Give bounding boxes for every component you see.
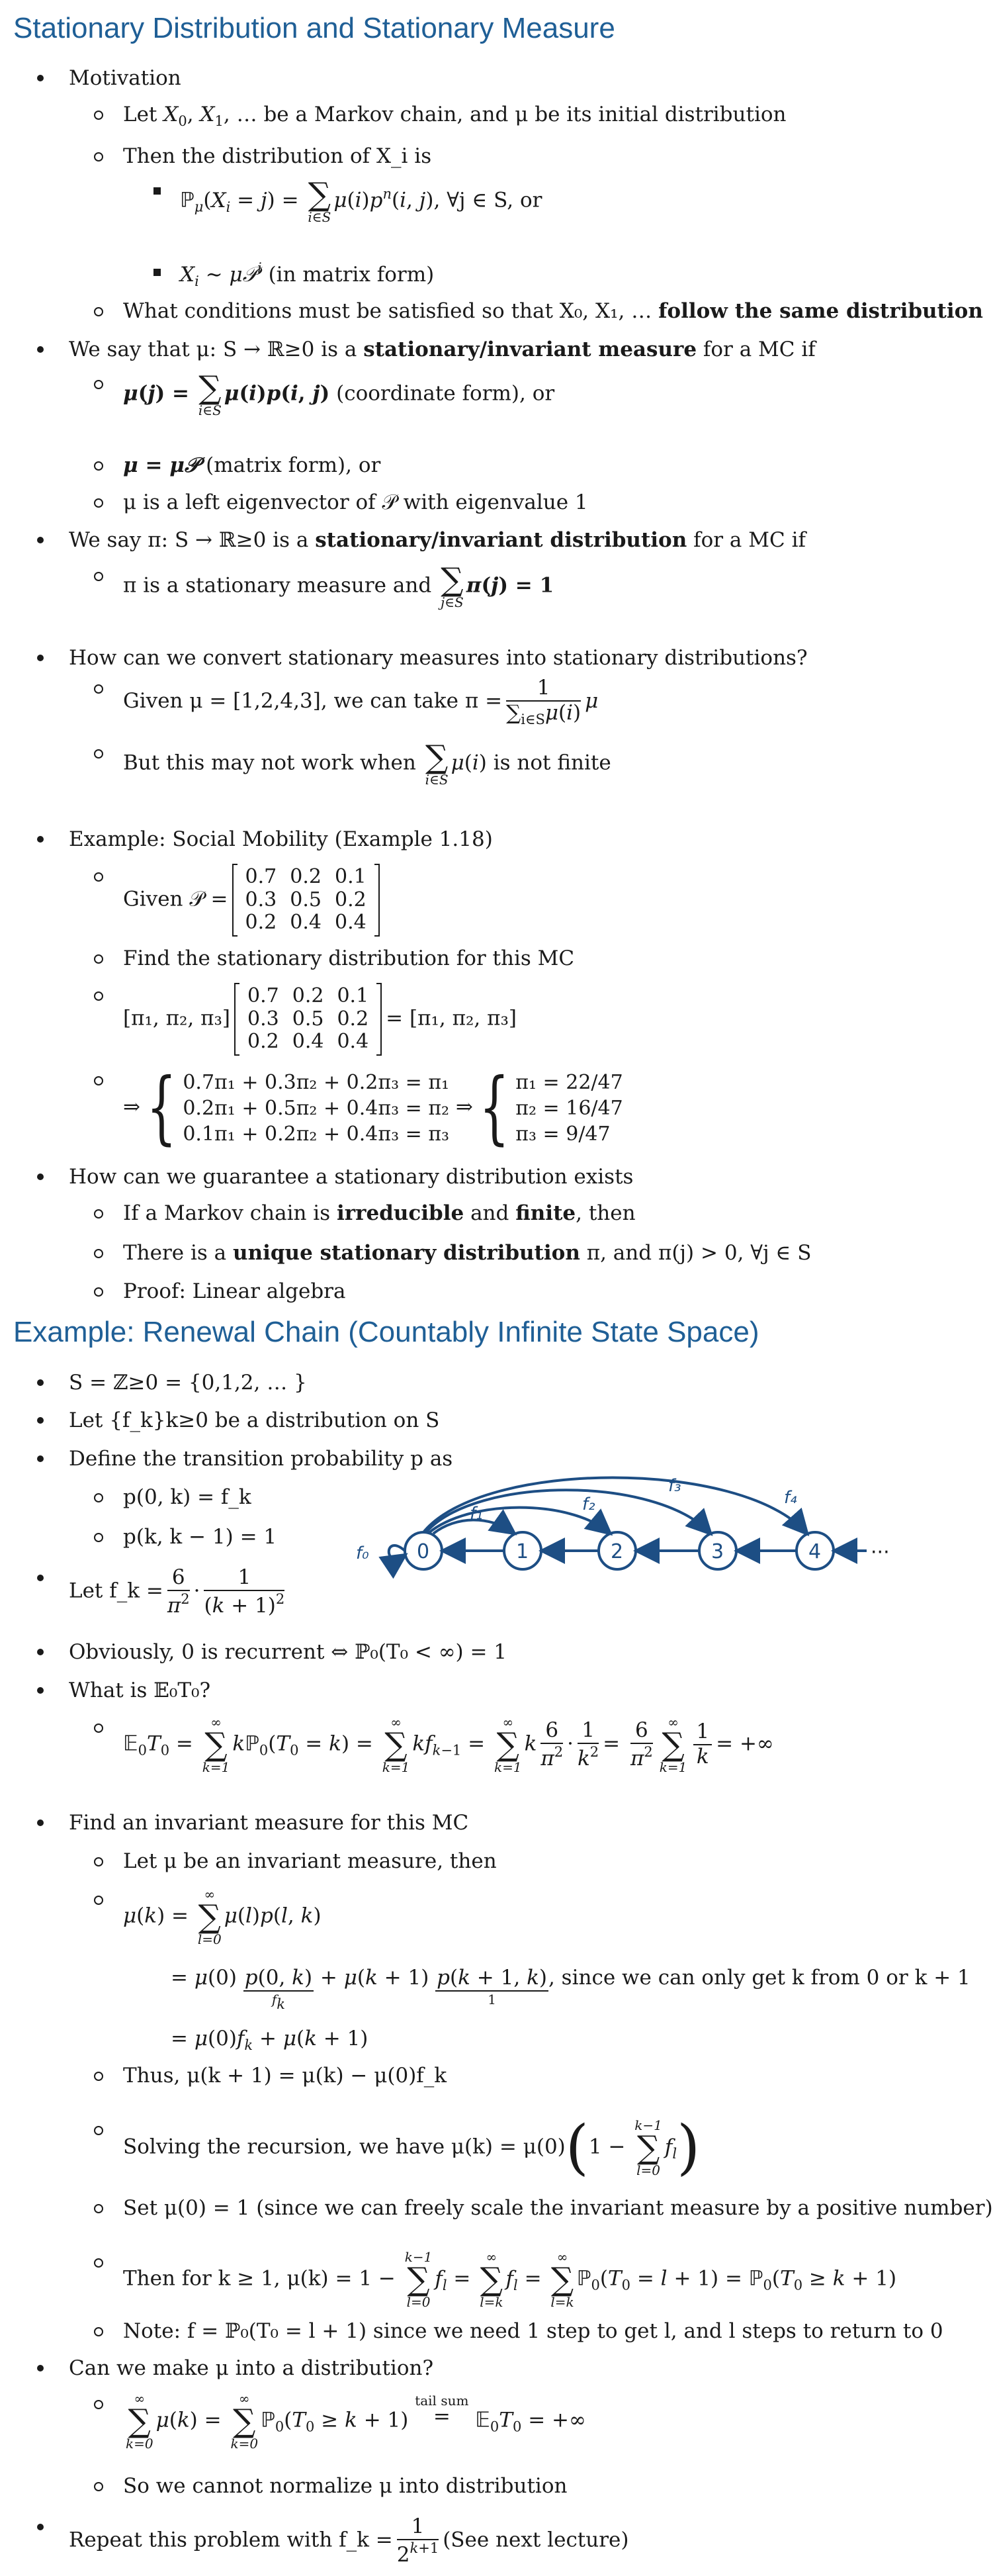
arc-label-f4: f₄ (784, 1488, 797, 1508)
renewal-thus: Thus, μ(k + 1) = μ(k) − μ(0)f_k (123, 2064, 447, 2088)
renewal-let-mu: Let μ be an invariant measure, then (123, 1849, 497, 1873)
node-label-0: 0 (417, 1540, 430, 1563)
convert-given: Given μ = [1,2,4,3], we can take π = $\frac{1}{\sum_{i\in S}\mu(i)}$ μ (123, 676, 599, 727)
bullet-motivation: Motivation (69, 66, 181, 90)
transition-matrix: 0.7 0.2 0.1 0.3 0.5 0.2 0.2 0.4 0.4 (232, 864, 380, 936)
example-system: ⇒{ 0.7π₁ + 0.3π₂ + 0.2π₃ = π₁ 0.2π₁ + 0.5π₂ + 0.4π₃ = π₂ 0.1π₁ + 0.2π₂ + 0.4π₃ = π₃ ⇒{ π₁ = 22/47 π₂ = 16/47 π₃ = 9/47 (123, 1062, 623, 1154)
node-label-4: 4 (808, 1540, 822, 1563)
bullet-example-social: Example: Social Mobility (Example 1.18) (69, 827, 493, 851)
renewal-expectation: $𝔼_0T_0$ = ∞ ∑ k=1 $kℙ_0(T_0 = k)$ = ∞ ∑ k=1 $kf_{k-1}$ = ∞ ∑ k=1 k $\frac{6}{\pi^2}$ · $\frac{1}{k^2}$ = $\frac{6}{\pi^2}$ ∞ ∑ k=1 $\frac{1}{k}$ = +∞ (123, 1714, 774, 1775)
bullet-stationary-distribution: We say π: S → ℝ≥0 is a stationary/invariant distribution for a MC if (69, 528, 806, 552)
example-find: Find the stationary distribution for this MC (123, 946, 575, 970)
arc-label-f3: f₃ (668, 1476, 681, 1496)
bullet-convert: How can we convert stationary measures into stationary distributions? (69, 646, 808, 670)
diagram-ellipsis: ··· (871, 1541, 890, 1564)
renewal-p0k: p(0, k) = f_k (123, 1485, 251, 1509)
example-equation: [π₁, π₂, π₃] 0.7 0.2 0.1 0.3 0.5 0.2 0.2 0.4 0.4 = [π₁, π₂, π₃] (123, 984, 517, 1055)
renewal-cannot: So we cannot normalize μ into distribution (123, 2474, 568, 2498)
distribution-formula: $ℙ_\mu(X_i = j)$ = ∑ i∈S $\mu(i)p^n(i$, j), ∀j ∈ S, or (180, 176, 542, 225)
renewal-note: Note: f = ℙ₀(T₀ = l + 1) since we need 1 step to get l, and l steps to return to 0 (123, 2319, 943, 2343)
renewal-define: Define the transition probability p as (69, 1447, 453, 1471)
motivation-let: Let $X_0$, $X_1$, … be a Markov chain, and μ be its initial distribution (123, 103, 787, 129)
motivation-question: What conditions must be satisfied so that X₀, X₁, … follow the same distribution (123, 299, 983, 323)
renewal-solving: Solving the recursion, we have μ(k) = μ(0)(1 − k−1 ∑ l=0 $f_l$) (123, 2113, 701, 2182)
matrix-form-formula: $X_i$ ∼ μ𝒫$^i$ (in matrix form) (180, 260, 435, 289)
measure-eigenvector: μ is a left eigenvector of 𝒫 with eigenvalue 1 (123, 490, 588, 514)
guarantee-unique: There is a unique stationary distribution π, and π(j) > 0, ∀j ∈ S (123, 1241, 812, 1265)
renewal-chain-diagram (344, 1453, 900, 1572)
arc-label-f0: f₀ (356, 1543, 369, 1563)
renewal-what-is: What is 𝔼₀T₀? (69, 1679, 211, 1702)
guarantee-condition: If a Markov chain is irreducible and finite, then (123, 1201, 636, 1225)
node-label-1: 1 (516, 1540, 529, 1563)
renewal-state-space: S = ℤ≥0 = {0,1,2, … } (69, 1371, 307, 1395)
renewal-mu-line3: = $\mu(0)f_k + \mu(k + 1)$ (171, 2027, 368, 2053)
section-title-renewal: Example: Renewal Chain (Countably Infinite State Space) (13, 1316, 759, 1348)
renewal-pkk: p(k, k − 1) = 1 (123, 1525, 277, 1549)
bullet-stationary-measure: We say that μ: S → ℝ≥0 is a stationary/invariant measure for a MC if (69, 338, 816, 361)
measure-matrix-form: μ = μ𝒫 (matrix form), or (123, 453, 381, 477)
renewal-set-mu: Set μ(0) = 1 (since we can freely scale the invariant measure by a positive number) (123, 2196, 993, 2220)
section-title-stationary: Stationary Distribution and Stationary Measure (13, 12, 615, 44)
example-given-matrix: Given 𝒫 = 0.7 0.2 0.1 0.3 0.5 0.2 0.2 0.4 0.4 (123, 864, 384, 936)
motivation-then: Then the distribution of X_i is (123, 144, 432, 168)
node-label-2: 2 (611, 1540, 624, 1563)
arc-label-f1: f₁ (470, 1504, 483, 1524)
renewal-can-we: Can we make μ into a distribution? (69, 2356, 434, 2380)
renewal-mu-expansion: μ(k) = ∞ ∑ l=0 μ(l)p(l, k) (123, 1886, 322, 1947)
node-label-3: 3 (711, 1540, 724, 1563)
renewal-tail-sum: ∞ ∑ k=0 μ(k) = ∞ ∑ k=0 $ℙ_0(T_0 \ge k + 1)$ tail sum = $𝔼_0T_0$ = +∞ (123, 2392, 586, 2450)
guarantee-proof: Proof: Linear algebra (123, 1279, 346, 1303)
renewal-find-invariant: Find an invariant measure for this MC (69, 1811, 469, 1835)
renewal-then-for: Then for k ≥ 1, μ(k) = 1 − k−1 ∑ l=0 $f_l$ = ∞ ∑ l=k $f_l$ = ∞ ∑ l=k $ℙ_0(T_0 = l + 1)$ = $ℙ_0(T_0 \ge k + 1)$ (123, 2249, 897, 2310)
renewal-mu-line2: = μ(0) p(0, k) fk + μ(k + 1) p(k + 1, k) 1 , since we can only get k from 0 or k + 1 (171, 1966, 971, 2013)
distribution-condition: π is a stationary measure and ∑ j∈S π(j) = 1 (123, 561, 554, 610)
measure-coordinate-form: μ(j) = ∑ i∈S μ(i)p(i, j) (coordinate form), or (123, 369, 555, 418)
bullet-guarantee: How can we guarantee a stationary distribution exists (69, 1165, 634, 1189)
convert-warning: But this may not work when ∑ i∈S μ(i) is not finite (123, 739, 611, 788)
renewal-let-fk-formula: Let f_k = $\frac{6}{\pi^2}$ · $\frac{1}{(k + 1)^2}$ (69, 1566, 288, 1618)
renewal-repeat: Repeat this problem with f_k = $\frac{1}{2^{k+1}}$ (See next lecture) (69, 2514, 629, 2567)
renewal-recurrent: Obviously, 0 is recurrent ⇔ ℙ₀(T₀ < ∞) = 1 (69, 1640, 507, 1664)
renewal-let-fk: Let {f_k}k≥0 be a distribution on S (69, 1408, 440, 1432)
arc-label-f2: f₂ (582, 1495, 595, 1514)
